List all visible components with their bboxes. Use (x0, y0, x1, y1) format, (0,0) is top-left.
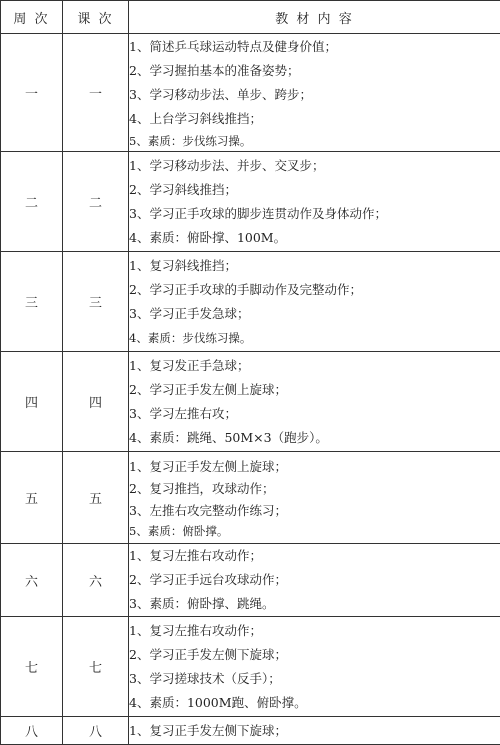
content-item: 5、素质：俯卧撑。 (129, 522, 500, 540)
content-item: 4、素质：跳绳、50M×3（跑步）。 (129, 426, 500, 450)
table-row (1, 152, 500, 252)
week-cell: 二 (1, 152, 63, 252)
content-item: 3、左推右攻完整动作练习； (129, 500, 500, 522)
header-row (1, 1, 500, 34)
content-cell (129, 617, 500, 717)
week-cell: 五 (1, 452, 63, 544)
content-item: 1、复习左推右攻动作； (129, 619, 500, 643)
content-item: 4、素质：1000M跑、俯卧撑。 (129, 691, 500, 715)
content-cell (129, 34, 500, 152)
content-item: 4、上台学习斜线推挡； (129, 107, 500, 131)
content-item: 1、复习正手发左侧上旋球； (129, 456, 500, 478)
week-cell: 八 (1, 717, 63, 745)
week-cell: 七 (1, 617, 63, 717)
header-lesson: 课 次 (63, 1, 129, 34)
content-item: 3、素质：俯卧撑、跳绳。 (129, 592, 500, 616)
content-item: 3、学习移动步法、单步、跨步； (129, 83, 500, 107)
content-item: 5、素质：步伐练习操。 (129, 131, 500, 151)
week-cell: 四 (1, 352, 63, 452)
lesson-cell: 八 (63, 717, 129, 745)
lesson-cell: 六 (63, 544, 129, 617)
lesson-cell: 四 (63, 352, 129, 452)
content-item: 3、学习左推右攻； (129, 402, 500, 426)
content-item: 1、复习斜线推挡； (129, 254, 500, 278)
content-item: 3、学习搓球技术（反手）； (129, 667, 500, 691)
content-cell (129, 717, 500, 745)
content-item: 2、学习正手发左侧上旋球； (129, 378, 500, 402)
content-cell (129, 352, 500, 452)
content-item: 1、简述乒乓球运动特点及健身价值； (129, 35, 500, 59)
lesson-cell: 七 (63, 617, 129, 717)
content-item: 1、学习移动步法、并步、交叉步； (129, 154, 500, 178)
lesson-cell: 一 (63, 34, 129, 152)
lesson-cell: 五 (63, 452, 129, 544)
week-cell: 三 (1, 252, 63, 352)
content-item: 2、学习正手远台攻球动作； (129, 568, 500, 592)
content-item: 1、复习发正手急球； (129, 354, 500, 378)
content-item: 3、学习正手发急球； (129, 302, 500, 326)
table-row (1, 544, 500, 617)
table-row (1, 617, 500, 717)
content-item: 2、学习握拍基本的准备姿势； (129, 59, 500, 83)
lesson-cell: 二 (63, 152, 129, 252)
content-item: 3、学习正手攻球的脚步连贯动作及身体动作； (129, 202, 500, 226)
header-week: 周 次 (1, 1, 63, 34)
table-row (1, 352, 500, 452)
content-item: 2、学习正手攻球的手脚动作及完整动作； (129, 278, 500, 302)
header-content: 教 材 内 容 (129, 1, 500, 34)
content-item: 2、学习正手发左侧下旋球； (129, 643, 500, 667)
content-item: 1、复习正手发左侧下旋球； (129, 719, 500, 743)
table-row (1, 717, 500, 745)
content-cell (129, 452, 500, 544)
content-cell (129, 544, 500, 617)
table-row (1, 252, 500, 352)
week-cell: 一 (1, 34, 63, 152)
table-row (1, 452, 500, 544)
content-item: 4、素质：步伐练习操。 (129, 326, 500, 350)
lesson-cell: 三 (63, 252, 129, 352)
content-cell (129, 252, 500, 352)
week-cell: 六 (1, 544, 63, 617)
table-row (1, 34, 500, 152)
content-item: 2、复习推挡，攻球动作； (129, 478, 500, 500)
content-item: 2、学习斜线推挡； (129, 178, 500, 202)
content-item: 4、素质：俯卧撑、100M。 (129, 226, 500, 250)
content-item: 1、复习左推右攻动作； (129, 544, 500, 568)
content-cell (129, 152, 500, 252)
